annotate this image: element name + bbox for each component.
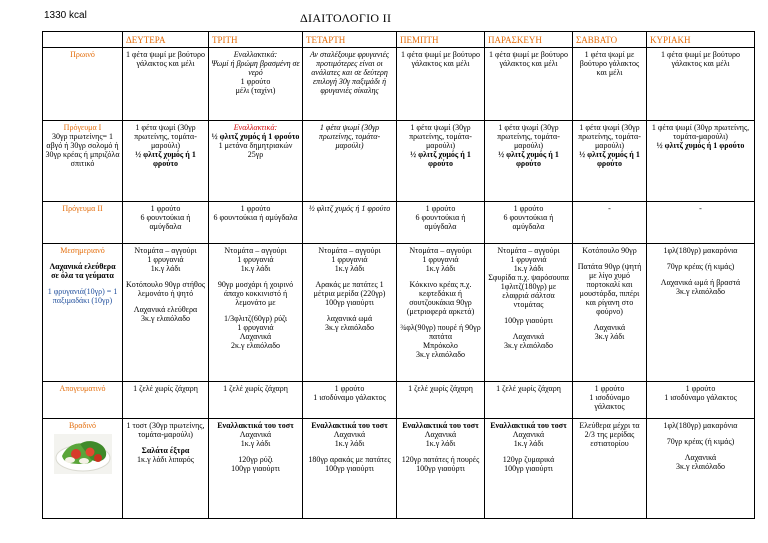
meal-cell: [209, 419, 303, 519]
cell-line: Μπρόκολο: [423, 341, 458, 350]
cell-line: 1 φρούτο: [685, 384, 716, 393]
cell-line: ½ φλιτζ χυμός ή 1 φρούτο: [579, 150, 640, 168]
meal-cell: [303, 382, 397, 419]
cell-line: 1 ζελέ χωρίς ζάχαρη: [496, 384, 561, 393]
meal-note: Λαχανικά ελεύθερα σε όλα τα γεύματα: [49, 262, 116, 280]
cell-line: Ελεύθερα μέχρι τα 2/3 της μερίδας εστιατορίου: [579, 421, 640, 448]
cell-line: 1 φρυγανιά: [147, 255, 184, 264]
meal-cell: [647, 48, 755, 121]
meal-label-lunch: [43, 244, 123, 382]
cell-line: 1 ισοδύναμο γάλακτος: [589, 393, 630, 411]
meal-cell: [647, 419, 755, 519]
cell-line: 100γρ γιαούρτι: [325, 298, 374, 307]
cell-line: 1 φρυγανιά: [237, 255, 274, 264]
cell-line: ½ φλιτζ χυμός ή 1 φρούτο: [308, 204, 391, 213]
cell-line: Ψωμί ή βρώμη βρασμένη σε νερό: [211, 59, 300, 77]
cell-line: Λαχανικά: [684, 453, 717, 462]
cell-line: 3κ.γ ελαιόλαδο: [676, 287, 725, 296]
cell-line: Ντομάτα – αγγούρι: [409, 246, 472, 255]
cell-line: Εναλλακτικά του τοστ: [490, 421, 567, 430]
cell-line: Λαχανικά: [239, 332, 272, 341]
meal-row-snack1: [43, 121, 755, 202]
meal-cell: [573, 382, 647, 419]
day-header: ΣΑΒΒΑΤΟ: [573, 32, 647, 48]
cell-line: 1 φέτα ψωμί με βούτυρο γάλακτος και μέλι: [579, 50, 640, 77]
cell-line: 1 φρούτο: [240, 77, 271, 86]
day-header: ΠΕΜΠΤΗ: [397, 32, 485, 48]
cell-line: 1 ζελέ χωρίς ζάχαρη: [223, 384, 288, 393]
cell-line: 1 φέτα ψωμί (30γρ πρωτείνης, τομάτα-μαρούλι): [497, 123, 560, 150]
cell-line: 100γρ γιαούρτι: [325, 464, 374, 473]
meal-cell: [485, 419, 573, 519]
cell-line: Εναλλακτικά:: [233, 123, 278, 132]
meal-cell: [573, 121, 647, 202]
meal-label-afternoon: [43, 382, 123, 419]
cell-line: Ντομάτα – αγγούρι: [497, 246, 560, 255]
cell-line: 100γρ γιαούρτι: [416, 464, 465, 473]
cell-line: Κόκκινο κρέας π.χ. κεφτεδάκια ή σουτζουκάκια 90γρ (μετριοφερά αρκετά): [406, 280, 475, 316]
meal-label: Απογευματινό: [59, 384, 106, 393]
cell-line: Εναλλακτικά:: [233, 50, 278, 59]
meal-cell: [647, 382, 755, 419]
cell-line: 1 φέτα ψωμί (30γρ πρωτείνης, τομάτα-μαρούλι): [409, 123, 472, 150]
meal-cell: [573, 48, 647, 121]
meal-label: Μεσημεριανό: [60, 246, 105, 255]
diet-table: [42, 31, 755, 519]
cell-line: Σφυρίδα π.χ. ψαρόσουπα: [488, 273, 569, 282]
cell-line: Αρακάς με πατάτες 1 μέτρια μερίδα (220γρ): [313, 280, 386, 298]
cell-line: μέλι (ταχίνι): [235, 86, 276, 95]
cell-line: 1κ.γ λάδι: [513, 439, 544, 448]
cell-line: 1 φρούτο: [240, 204, 271, 213]
meal-label: Πρόγευμα ΙΙ: [62, 204, 103, 213]
meal-cell: [123, 419, 209, 519]
meal-note-secondary: 1 φρυγανιά(10γρ) = 1 παξιμαδάκι (10γρ): [47, 287, 118, 305]
cell-line: 1 φρυγανιά: [510, 255, 547, 264]
meal-cell: [573, 244, 647, 382]
meal-cell: [123, 244, 209, 382]
meal-cell: [209, 48, 303, 121]
cell-line: 1 φέτα ψωμί με βούτυρο γάλακτος και μέλι: [661, 50, 740, 68]
cell-line: 1 τοστ (30γρ πρωτείνης, τομάτα-μαρούλι): [126, 421, 205, 439]
cell-line: Εναλλακτικά του τοστ: [402, 421, 479, 430]
meal-cell: [647, 244, 755, 382]
cell-line: Ντομάτα – αγγούρι: [224, 246, 287, 255]
cell-line: Κοτόπουλο 90γρ στήθος λεμονάτο ή ψητό: [125, 280, 206, 298]
cell-line: 1 φρούτο: [594, 384, 625, 393]
meal-cell: [397, 419, 485, 519]
cell-line: 100γρ γιαούρτι: [231, 464, 280, 473]
cell-line: 1 φέτα ψωμί με βούτυρο γάλακτος και μέλι: [489, 50, 568, 68]
meal-cell: [209, 202, 303, 244]
meal-note: 30γρ πρωτείνης= 1 αβγό ή 30γρ σολομό ή 30γρ κρέας ή μπριζόλα σπιτικό: [45, 132, 120, 168]
meal-label-snack1: [43, 121, 123, 202]
cell-line: 1κ.γ λάδι: [425, 439, 456, 448]
cell-line: 1 φέτα ψωμί (30γρ πρωτείνης, τομάτα-μαρούλι): [651, 123, 750, 141]
day-header: ΠΑΡΑΣΚΕΥΗ: [485, 32, 573, 48]
cell-line: 6 φουντούκια ή αμύγδαλα: [415, 213, 466, 231]
meal-cell: [303, 121, 397, 202]
meal-row-dinner: [43, 419, 755, 519]
meal-cell: [209, 382, 303, 419]
cell-line: 1 ζελέ χωρίς ζάχαρη: [133, 384, 198, 393]
meal-cell: [397, 244, 485, 382]
meal-cell: [485, 202, 573, 244]
cell-line: Λαχανικά: [239, 430, 272, 439]
cell-line: Εναλλακτικά του τοστ: [217, 421, 294, 430]
meal-row-breakfast: [43, 48, 755, 121]
meal-label-dinner: [43, 419, 123, 519]
cell-line: 1/3φλιτζ(60γρ) ρύζι: [223, 314, 288, 323]
meal-cell: [485, 244, 573, 382]
cell-line: 3κ.γ ελαιόλαδο: [504, 341, 553, 350]
cell-line: 1 φρούτο: [334, 384, 365, 393]
cell-line: Λαχανικά: [593, 323, 626, 332]
cell-line: 120γρ ζυμαρικά: [502, 455, 555, 464]
day-header: ΤΕΤΑΡΤΗ: [303, 32, 397, 48]
cell-line: 1 φέτα ψωμί (30γρ πρωτείνης, τομάτα-μαρούλι): [578, 123, 641, 150]
cell-line: 1κ.γ λάδι: [240, 439, 271, 448]
meal-row-afternoon: [43, 382, 755, 419]
cell-line: Σαλάτα έξτρα: [141, 446, 190, 455]
cell-line: 1κ.γ λάδι: [334, 439, 365, 448]
meal-label: Πρωινό: [70, 50, 95, 59]
cell-line: Λαχανικά: [424, 430, 457, 439]
cell-line: ½ φλιτζ χυμός ή 1 φρούτο: [498, 150, 559, 168]
meal-cell: [647, 202, 755, 244]
cell-line: Λαχανικά: [512, 430, 545, 439]
cell-line: 90γρ μοσχάρι ή χοιρινό άπαχο κοκκινιστό ή λεμονάτο με: [217, 280, 294, 307]
cell-line: 6 φουντούκια ή αμύγδαλα: [213, 213, 298, 222]
meal-cell: [303, 419, 397, 519]
cell-line: 1 φρυγανιά: [331, 255, 368, 264]
cell-line: ½ φλιτζ χυμός ή 1 φρούτο: [656, 141, 745, 150]
cell-line: 1κ.γ λάδι: [425, 264, 456, 273]
meal-cell: [485, 48, 573, 121]
cell-line: 3κ.γ ελαιόλαδο: [416, 350, 465, 359]
meal-cell: [123, 121, 209, 202]
cell-line: 1 φέτα ψωμί με βούτυρο γάλακτος και μέλι: [401, 50, 480, 68]
cell-line: 1 μετάνα δημητριακών 25γρ: [218, 141, 293, 159]
meal-cell: [303, 244, 397, 382]
cell-line: 1 ισοδύναμο γάλακτος: [664, 393, 737, 402]
day-header: ΔΕΥΤΕΡΑ: [123, 32, 209, 48]
cell-line: 3κ.γ ελαιόλαδο: [325, 323, 374, 332]
cell-line: 1 φρούτο: [150, 204, 181, 213]
cell-line: 1 φέτα ψωμί με βούτυρο γάλακτος και μέλι: [126, 50, 205, 68]
meal-cell: [397, 121, 485, 202]
day-header-row: [43, 32, 755, 48]
cell-line: 1 ζελέ χωρίς ζάχαρη: [408, 384, 473, 393]
cell-line: -: [699, 204, 702, 213]
salad-photo: [54, 434, 112, 474]
cell-line: Ντομάτα – αγγούρι: [134, 246, 197, 255]
cell-line: 1 φρυγανιά: [237, 323, 274, 332]
meal-cell: [303, 202, 397, 244]
cell-line: 100γρ γιαούρτι: [504, 316, 553, 325]
meal-cell: [123, 202, 209, 244]
meal-cell: [123, 382, 209, 419]
cell-line: ½ φλιτζ χυμός ή 1 φρούτο: [410, 150, 471, 168]
cell-line: 70γρ κρέας (ή κιμάς): [666, 262, 735, 271]
meal-label: Βραδινό: [68, 421, 97, 430]
cell-line: ½ φλιτζ χυμός ή 1 φρούτο: [135, 150, 196, 168]
meal-cell: [397, 382, 485, 419]
meal-cell: [209, 121, 303, 202]
cell-line: -: [608, 204, 611, 213]
cell-line: 1κ.γ λάδι λιπαρός: [137, 455, 194, 464]
cell-line: 120γρ ρύζι: [238, 455, 273, 464]
cell-line: 120γρ πατάτες ή πουρές: [401, 455, 480, 464]
meal-label-breakfast: [43, 48, 123, 121]
cell-line: Κοτόπουλο 90γρ: [582, 246, 637, 255]
cell-line: 180γρ αρακάς με πατάτες: [308, 455, 391, 464]
cell-line: ¾φλ(90γρ) πουρέ ή 90γρ πατάτα: [400, 323, 481, 341]
cell-line: Εναλλακτικά του τοστ: [311, 421, 388, 430]
day-header: ΤΡΙΤΗ: [209, 32, 303, 48]
cell-line: 1 φρυγανιά: [422, 255, 459, 264]
page-title: ΔΙΑΙΤΟΛΟΓΙΟ ΙΙ: [300, 11, 392, 25]
calorie-label: 1330 kcal: [44, 10, 87, 21]
meal-cell: [123, 48, 209, 121]
cell-line: 6 φουντούκια ή αμύγδαλα: [503, 213, 554, 231]
meal-cell: [573, 419, 647, 519]
cell-line: Ντομάτα – αγγούρι: [318, 246, 381, 255]
cell-line: 6 φουντούκια ή αμύγδαλα: [140, 213, 191, 231]
cell-line: 1 φρούτο: [425, 204, 456, 213]
cell-line: 3κ.γ ελαιόλαδο: [141, 314, 190, 323]
cell-line: 3κ.γ ελαιόλαδο: [676, 462, 725, 471]
cell-line: ½ φλιτζ χυμός ή 1 φρούτο: [211, 132, 300, 141]
cell-line: 1 φέτα ψωμί (30γρ πρωτείνης, τομάτα-μαρούλι): [134, 123, 197, 150]
cell-line: Λαχανικά: [333, 430, 366, 439]
cell-line: 1κ.γ λάδι: [150, 264, 181, 273]
meal-cell: [303, 48, 397, 121]
cell-line: 70γρ κρέας (ή κιμάς): [666, 437, 735, 446]
meal-label-snack2: [43, 202, 123, 244]
cell-line: 1φλ(180γρ) μακαρόνια: [663, 246, 738, 255]
meal-cell: [209, 244, 303, 382]
cell-line: 100γρ γιαούρτι: [504, 464, 553, 473]
meal-cell: [647, 121, 755, 202]
cell-line: Λαχανικά ελεύθερα: [133, 305, 198, 314]
cell-line: Αν σταλέξουμε φρυγανιές προτιμότερες είναι οι ανάλατες και σε δεύτερη επιλογή 30γ παξιμάδι ή φρυγανιές σίκαλης: [309, 50, 389, 95]
cell-line: 1 φρούτο: [513, 204, 544, 213]
cell-line: 1φλιτζ(180γρ) με ελαφριά σάλτσα ντομάτας: [500, 282, 557, 309]
cell-line: Λαχανικά: [512, 332, 545, 341]
cell-line: 1κ.γ λάδι: [240, 264, 271, 273]
cell-line: 1κ.γ λάδι: [334, 264, 365, 273]
cell-line: 3κ.γ λάδι: [594, 332, 625, 341]
day-header: ΚΥΡΙΑΚΗ: [647, 32, 755, 48]
meal-label: Πρόγευμα Ι: [63, 123, 102, 132]
meal-cell: [573, 202, 647, 244]
cell-line: Λαχανικά ωμά ή βραστά: [660, 278, 741, 287]
meal-cell: [485, 382, 573, 419]
corner-cell: [43, 32, 123, 48]
cell-line: 1 φέτα ψωμί (30γρ πρωτείνης, τομάτα-μαρούλι): [318, 123, 381, 150]
meal-cell: [397, 202, 485, 244]
meal-cell: [485, 121, 573, 202]
meal-cell: [397, 48, 485, 121]
cell-line: 2κ.γ ελαιόλαδο: [231, 341, 280, 350]
cell-line: Πατάτα 90γρ (ψητή με λίγο χυμό πορτοκαλί και μουστάρδα, πιπέρι και ρίγανη στο φούρνο): [577, 262, 642, 316]
cell-line: 1φλ(180γρ) μακαρόνια: [663, 421, 738, 430]
cell-line: 1 ισοδύναμο γάλακτος: [313, 393, 386, 402]
meal-row-lunch: [43, 244, 755, 382]
meal-row-snack2: [43, 202, 755, 244]
cell-line: λαχανικά ωμά: [326, 314, 373, 323]
cell-line: 1κ.γ λάδι: [513, 264, 544, 273]
